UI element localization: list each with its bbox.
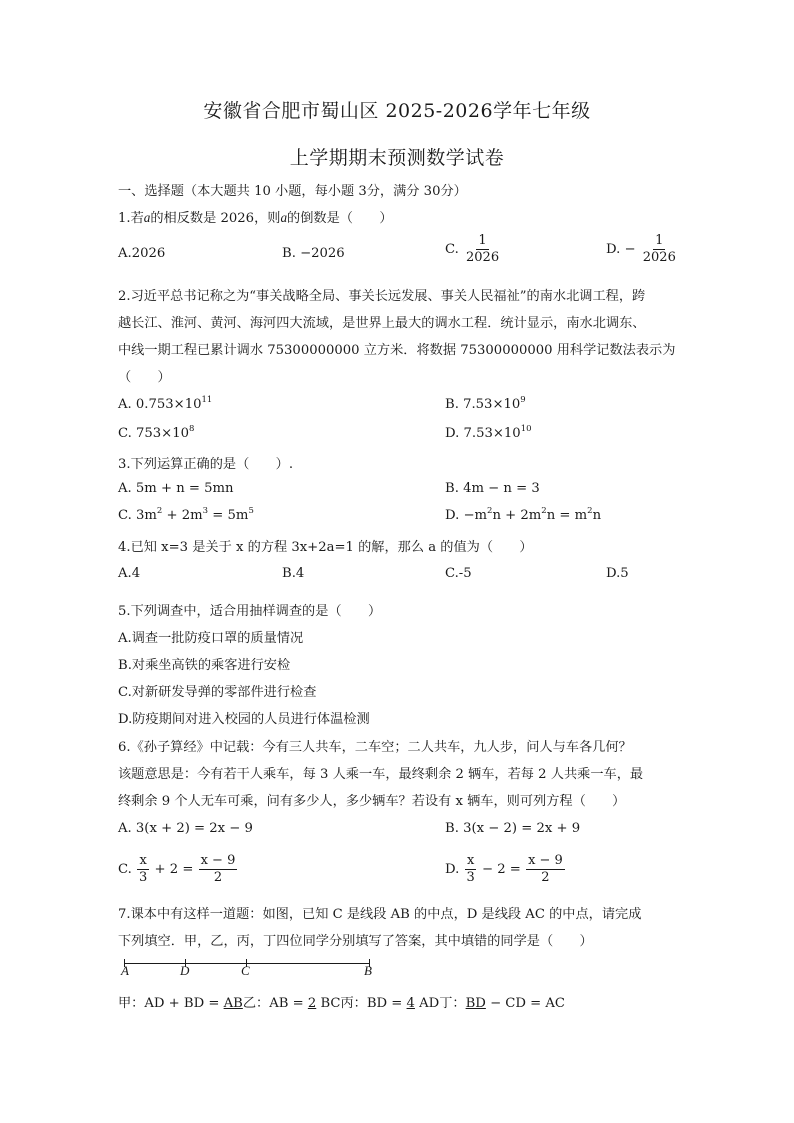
q6-option-a: A. 3(x + 2) = 2x − 9 bbox=[118, 821, 253, 836]
question-5-stem: 5.下列调查中，适合用抽样调查的是（ ） bbox=[118, 604, 382, 619]
fraction: $\frac{x - 9}{2}$ bbox=[200, 853, 236, 885]
title-line-2: 上学期期末预测数学试卷 bbox=[289, 147, 505, 169]
q3-option-d: D. $-m^2n + 2m^2n = m^2n$ bbox=[445, 506, 602, 523]
fraction: $\frac{x}{3}$ bbox=[139, 853, 148, 885]
q2-option-b: B. $7.53\times 10^9$ bbox=[445, 395, 526, 412]
q4-option-d: D.5 bbox=[606, 566, 629, 581]
q6-option-b: B. 3(x − 2) = 2x + 9 bbox=[445, 821, 581, 836]
point-label-b: B bbox=[364, 963, 372, 978]
section-heading: 一、选择题（本大题共 10 小题，每小题 3分，满分 30分） bbox=[118, 184, 467, 199]
question-2-line-3: 中线一期工程已累计调水 75300000000 立方米．将数据 75300000000 用科学记数法表示为 bbox=[118, 343, 676, 358]
point-label-a: A bbox=[121, 963, 129, 978]
point-label-c: C bbox=[241, 963, 250, 978]
fraction: $\frac{x}{3}$ bbox=[466, 853, 475, 885]
question-6-line-3: 终剩余 9 个人无车可乘，问有多少人，多少辆车？若设有 x 辆车，则可列方程（ ） bbox=[118, 794, 626, 809]
q3-option-a: A. 5m + n = 5mn bbox=[118, 481, 234, 496]
q6-option-d: D. $\frac{x}{3}$ − 2 = $\frac{x - 9}{2}$ bbox=[445, 853, 563, 885]
question-6-line-1: 6.《孙子算经》中记载：今有三人共车，二车空；二人共车，九人步，问人与车各几何？ bbox=[118, 740, 632, 755]
q2-option-a: A. $0.753\times 10^{11}$ bbox=[118, 395, 213, 412]
point-label-d: D bbox=[180, 963, 190, 978]
q1-option-c: C. $\frac{1}{2026}$ bbox=[445, 233, 500, 265]
q5-option-d: D.防疫期间对进入校园的人员进行体温检测 bbox=[118, 712, 370, 727]
question-3-stem: 3.下列运算正确的是（ ）. bbox=[118, 457, 294, 472]
question-1-stem: 1.若a的相反数是 2026，则a的倒数是（ ） bbox=[118, 210, 393, 226]
question-2-line-1: 2.习近平总书记称之为“事关战略全局、事关长远发展、事关人民福祉”的南水北调工程，跨 bbox=[118, 289, 646, 304]
q7-answers: 甲：AD + BD = AB乙：AB = 2 BC丙：BD = 4 AD丁：BD − CD = AC bbox=[118, 996, 566, 1011]
q1-option-d: D. − $\frac{1}{2026}$ bbox=[606, 233, 676, 265]
question-7-line-1: 7.课本中有这样一道题：如图，已知 C 是线段 AB 的中点，D 是线段 AC 的中点，请完成 bbox=[118, 907, 642, 922]
q2-option-c: C. $753\times 10^8$ bbox=[118, 424, 195, 441]
question-4-stem: 4.已知 x=3 是关于 x 的方程 3x+2a=1 的解，那么 a 的值为（ ） bbox=[118, 540, 533, 555]
q2-option-d: D. $7.53\times 10^{10}$ bbox=[445, 424, 532, 441]
fraction: $\frac{1}{2026}$ bbox=[466, 233, 500, 265]
question-7-line-2: 下列填空．甲，乙，丙，丁四位同学分别填写了答案，其中填错的同学是（ ） bbox=[118, 934, 593, 949]
q3-option-b: B. 4m − n = 3 bbox=[445, 481, 540, 496]
q5-option-a: A.调查一批防疫口罩的质量情况 bbox=[118, 631, 304, 646]
q1-option-b: B. −2026 bbox=[282, 246, 345, 261]
q1-option-a: A.2026 bbox=[118, 246, 166, 261]
question-2-line-2: 越长江、淮河、黄河、海河四大流域，是世界上最大的调水工程．统计显示，南水北调东、 bbox=[118, 316, 646, 331]
line-segment-diagram bbox=[121, 959, 372, 978]
fraction: $\frac{1}{2026}$ bbox=[642, 233, 676, 265]
q3-option-c: C. $3m^2 + 2m^3 = 5m^5$ bbox=[118, 506, 254, 523]
q4-option-b: B.4 bbox=[282, 566, 305, 581]
fraction: $\frac{x - 9}{2}$ bbox=[528, 853, 563, 885]
q6-option-c: C. $\frac{x}{3}$ + 2 = $\frac{x - 9}{2}$ bbox=[118, 853, 236, 885]
title-line-1: 安徽省合肥市蜀山区 2025-2026学年七年级 bbox=[203, 100, 591, 122]
question-2-line-4: （ ） bbox=[118, 370, 171, 385]
q5-option-b: B.对乘坐高铁的乘客进行安检 bbox=[118, 658, 291, 673]
question-6-line-2: 该题意思是：今有若干人乘车，每 3 人乘一车，最终剩余 2 辆车，若每 2 人共乘一车，最 bbox=[118, 767, 644, 782]
q5-option-c: C.对新研发导弹的零部件进行检查 bbox=[118, 685, 317, 700]
q4-option-c: C.-5 bbox=[445, 566, 472, 581]
q4-option-a: A.4 bbox=[118, 566, 141, 581]
